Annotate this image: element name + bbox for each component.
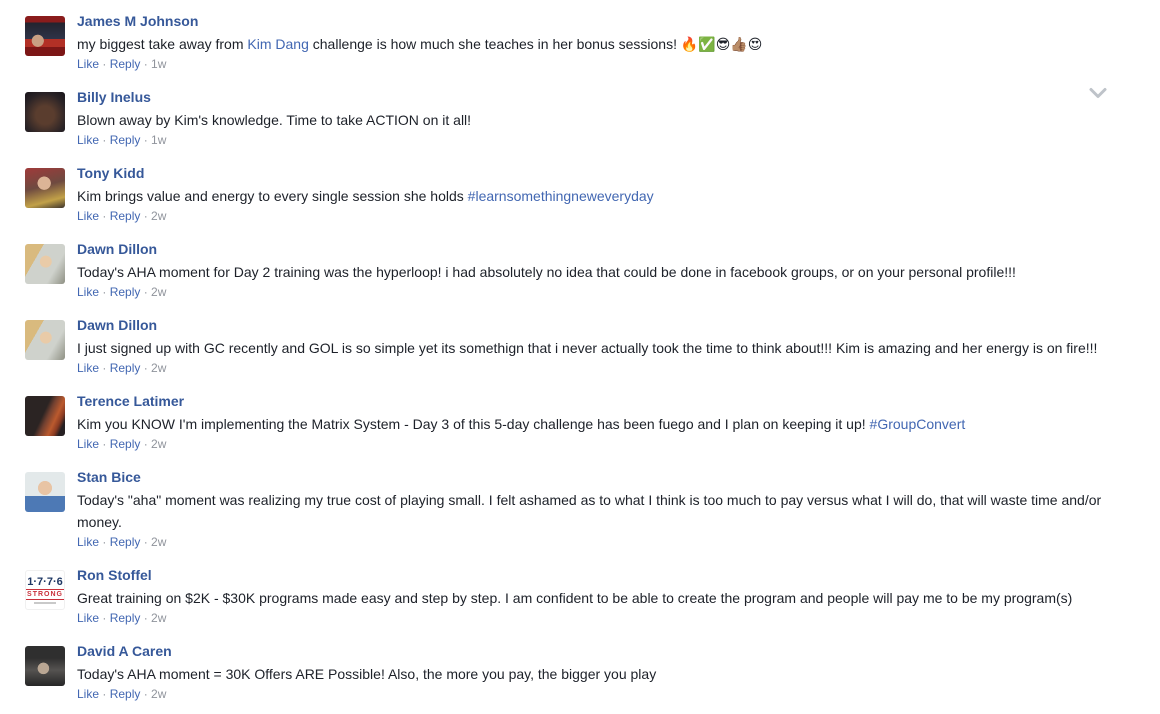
comment-body [77, 13, 1130, 72]
comment-body [77, 317, 1130, 376]
author-link[interactable]: Terence Latimer [77, 393, 185, 409]
separator: · [99, 209, 110, 223]
text-segment: my biggest take away from [77, 36, 248, 52]
like-button[interactable]: Like [77, 361, 100, 375]
comment-actions [77, 611, 1130, 626]
reply-button[interactable]: Reply [109, 285, 141, 299]
timestamp: 2w [151, 535, 167, 549]
reply-button[interactable]: Reply [109, 437, 141, 451]
timestamp: 2w [151, 611, 167, 625]
inline-link[interactable]: #learnsomethingneweveryday [467, 188, 654, 204]
avatar-dawn-dillon[interactable] [25, 244, 65, 284]
comment-actions [77, 437, 1130, 452]
comment-text [77, 33, 1130, 55]
like-button[interactable]: Like [77, 285, 100, 299]
avatar-billy-inelus[interactable] [25, 92, 65, 132]
comment-actions [77, 535, 1130, 550]
separator: · [99, 687, 110, 701]
avatar-terence-latimer[interactable] [25, 396, 65, 436]
timestamp: 2w [151, 285, 167, 299]
timestamp: 2w [151, 687, 167, 701]
timestamp: 1w [151, 57, 167, 71]
separator: · [140, 437, 152, 451]
text-segment: Blown away by Kim's knowledge. Time to take ACTION on it all! [77, 112, 472, 128]
comment-text [77, 109, 1130, 131]
reply-button[interactable]: Reply [109, 361, 141, 375]
timestamp: 2w [151, 361, 167, 375]
comment-body [77, 567, 1130, 626]
like-button[interactable]: Like [77, 209, 100, 223]
reply-button[interactable]: Reply [109, 209, 141, 223]
comment-body [77, 89, 1130, 148]
author-link[interactable]: Dawn Dillon [77, 241, 158, 257]
text-segment: Today's AHA moment for Day 2 training was the hyperloop! i had absolutely no idea that could be done in facebook groups, or on your personal profile!!! [77, 264, 1016, 280]
separator: · [140, 57, 152, 71]
reply-button[interactable]: Reply [109, 687, 141, 701]
inline-link[interactable]: Kim Dang [247, 36, 309, 52]
logo-line2: STRONG [25, 589, 65, 600]
timestamp: 1w [151, 133, 167, 147]
comment-actions [77, 209, 1130, 224]
comment-text [77, 185, 1130, 207]
comment [25, 643, 1130, 702]
like-button[interactable]: Like [77, 535, 100, 549]
separator: · [140, 361, 152, 375]
comment [25, 89, 1130, 148]
like-button[interactable]: Like [77, 133, 100, 147]
author-link[interactable]: Ron Stoffel [77, 567, 152, 583]
comment-text [77, 337, 1130, 359]
like-button[interactable]: Like [77, 611, 100, 625]
comment-body [77, 165, 1130, 224]
comment [25, 165, 1130, 224]
like-button[interactable]: Like [77, 437, 100, 451]
comment-text [77, 413, 1130, 435]
logo-tagline-bar [34, 602, 56, 604]
avatar-1776-strong-logo[interactable] [25, 570, 65, 610]
separator: · [140, 209, 152, 223]
separator: · [99, 285, 110, 299]
separator: · [140, 535, 152, 549]
comment [25, 567, 1130, 626]
comment [25, 393, 1130, 452]
timestamp: 2w [151, 437, 167, 451]
timestamp: 2w [151, 209, 167, 223]
author-link[interactable]: Dawn Dillon [77, 317, 158, 333]
reply-button[interactable]: Reply [109, 57, 141, 71]
separator: · [99, 361, 110, 375]
avatar-tony-kidd[interactable] [25, 168, 65, 208]
separator: · [140, 133, 152, 147]
comment-actions [77, 57, 1130, 72]
author-link[interactable]: Billy Inelus [77, 89, 151, 105]
comment-actions [77, 687, 1130, 702]
inline-link[interactable]: #GroupConvert [869, 416, 966, 432]
separator: · [99, 57, 110, 71]
avatar-james-m-johnson[interactable] [25, 16, 65, 56]
comment-actions [77, 361, 1130, 376]
comment-body [77, 393, 1130, 452]
avatar-dawn-dillon[interactable] [25, 320, 65, 360]
comment-body [77, 643, 1130, 702]
comment-text [77, 663, 1130, 685]
text-segment: Kim brings value and energy to every single session she holds [77, 188, 468, 204]
comment-body [77, 469, 1130, 550]
reply-button[interactable]: Reply [109, 535, 141, 549]
comment-body [77, 241, 1130, 300]
comment [25, 13, 1130, 72]
separator: · [140, 285, 152, 299]
like-button[interactable]: Like [77, 57, 100, 71]
separator: · [99, 611, 110, 625]
text-segment: Great training on $2K - $30K programs made easy and step by step. I am confident to be able to create the program and people will pay me to be my program(s) [77, 590, 1073, 606]
separator: · [99, 437, 110, 451]
author-link[interactable]: James M Johnson [77, 13, 199, 29]
reply-button[interactable]: Reply [109, 133, 141, 147]
comment-text [77, 489, 1130, 533]
comment-text [77, 261, 1130, 283]
author-link[interactable]: Tony Kidd [77, 165, 145, 181]
text-segment: challenge is how much she teaches in her bonus sessions! 🔥✅😎👍🏽😍 [308, 36, 763, 52]
comment [25, 317, 1130, 376]
comment-actions [77, 133, 1130, 148]
avatar-david-a-caren[interactable] [25, 646, 65, 686]
separator: · [140, 687, 152, 701]
separator: · [140, 611, 152, 625]
text-segment: Today's AHA moment = 30K Offers ARE Possible! Also, the more you pay, the bigger you play [77, 666, 657, 682]
text-segment: I just signed up with GC recently and GOL is so simple yet its somethign that i never actually took the time to think about!!! Kim is amazing and her energy is on fire!!! [77, 340, 1098, 356]
text-segment: Kim you KNOW I'm implementing the Matrix System - Day 3 of this 5-day challenge has been fuego and I plan on keeping it up! [77, 416, 870, 432]
logo-line1: 1·7·7·6 [27, 576, 63, 588]
like-button[interactable]: Like [77, 687, 100, 701]
text-segment: Today's "aha" moment was realizing my true cost of playing small. I felt ashamed as to what I think is too much to pay versus what I will do, that will waste time and/or money. [77, 492, 1102, 530]
comment-text [77, 587, 1130, 609]
comment [25, 241, 1130, 300]
avatar-stan-bice[interactable] [25, 472, 65, 512]
author-link[interactable]: Stan Bice [77, 469, 141, 485]
chevron-down-path [1091, 90, 1105, 97]
separator: · [99, 133, 110, 147]
reply-button[interactable]: Reply [109, 611, 141, 625]
separator: · [99, 535, 110, 549]
chevron-down-icon[interactable] [1088, 87, 1108, 105]
comment-actions [77, 285, 1130, 300]
author-link[interactable]: David A Caren [77, 643, 172, 659]
comment [25, 469, 1130, 550]
